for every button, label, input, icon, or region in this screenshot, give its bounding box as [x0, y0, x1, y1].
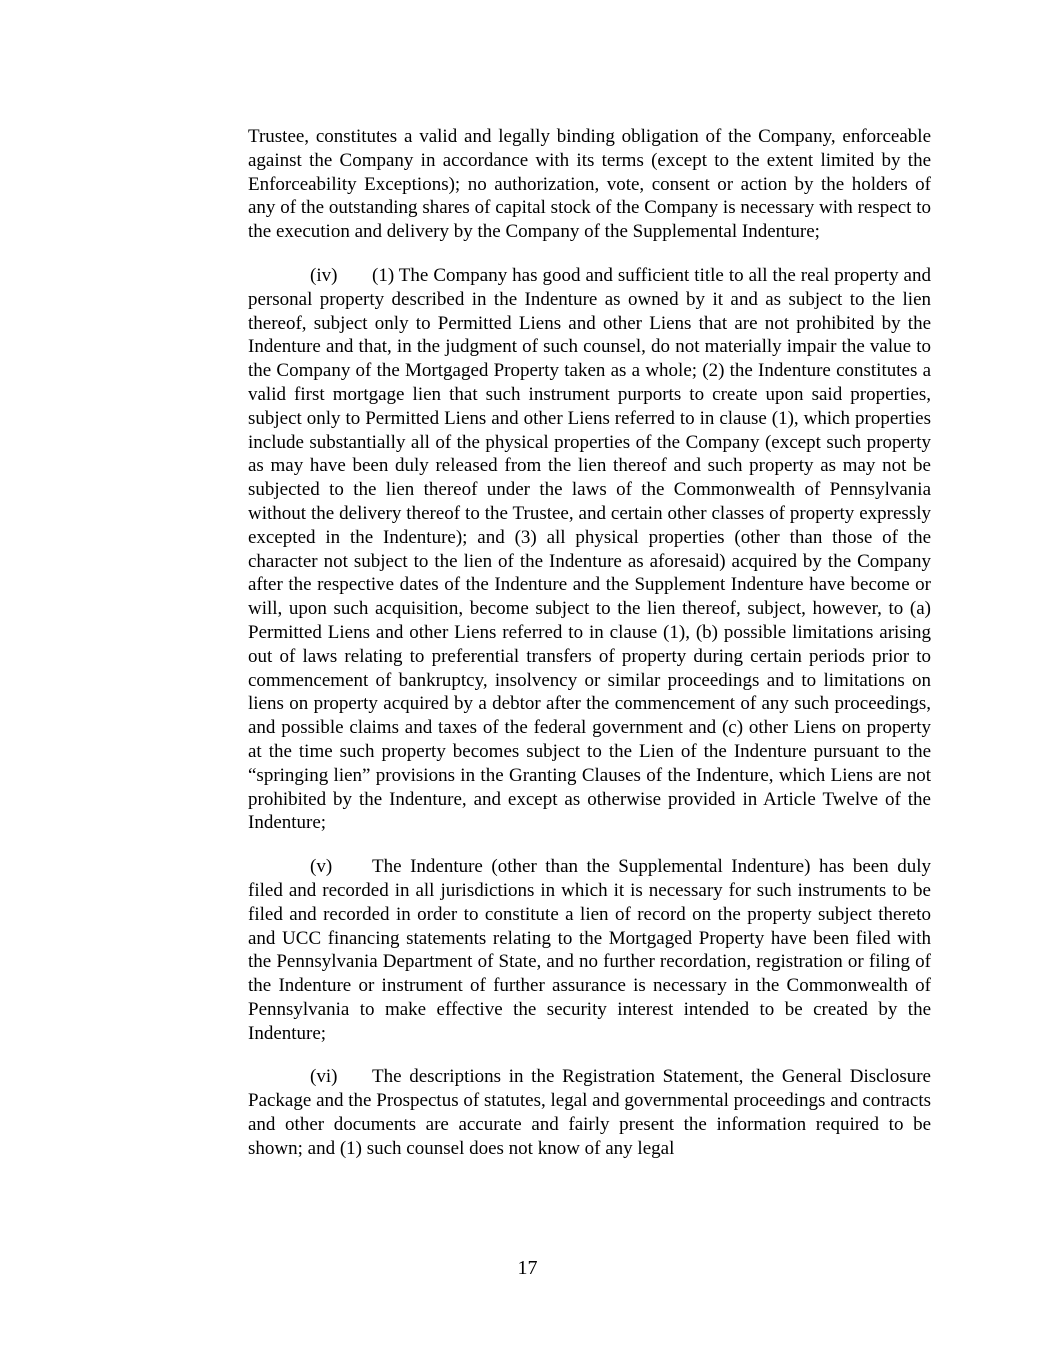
- clause-number: (vi): [310, 1066, 338, 1088]
- paragraph-clause-vi: [248, 1065, 931, 1160]
- paragraph-clause-v: [248, 855, 931, 1045]
- paragraph-text: The descriptions in the Registration Statement, the General Disclosure Package and the Prospectus of statutes, legal and governmental proceedings and contracts and other documents are accurate and fairly present the information required to be shown; and (1) such counsel does not know of any legal: [248, 1066, 931, 1159]
- paragraph-text: Trustee, constitutes a valid and legally binding obligation of the Company, enforceable against the Company in accordance with its terms (except to the extent limited by the Enforceability Exceptions); no authorization, vote, consent or action by the holders of any of the outstanding shares of capital stock of the Company is necessary with respect to the execution and delivery by the Company of the Supplemental Indenture;: [248, 126, 931, 243]
- paragraph-clause-iv: [248, 264, 931, 835]
- clause-number: (iv): [310, 264, 338, 286]
- document-body: [248, 125, 931, 1161]
- paragraph-text: (1) The Company has good and sufficient title to all the real property and personal property described in the Indenture as owned by it and as subject to the lien thereof, subject only to Permitted Liens and other Liens that are not prohibited by the Indenture and that, in the judgment of such counsel, do not materially impair the value to the Company of the Mortgaged Property taken as a whole; (2) the Indenture constitutes a valid first mortgage lien that such instrument purports to create upon said properties, subject only to Permitted Liens and other Liens referred to in clause (1), which properties include substantially all of the physical properties of the Company (except such property as may have been duly released from the lien thereof and such property as may not be subjected to the lien thereof under the laws of the Commonwealth of Pennsylvania without the delivery thereof to the Trustee, and certain other classes of property expressly excepted in the Indenture); and (3) all physical properties (other than those of the character not subject to the lien of the Indenture as aforesaid) acquired by the Company after the respective dates of the Indenture and the Supplement Indenture have become or will, upon such acquisition, become subject to the lien thereof, subject, however, to (a) Permitted Liens and other Liens referred to in clause (1), (b) possible limitations arising out of laws relating to preferential transfers of property during certain periods prior to commencement of bankruptcy, insolvency or similar proceedings and to limitations on liens on property acquired by a debtor after the commencement of any such proceedings, and possible claims and taxes of the federal government and (c) other Liens on property at the time such property becomes subject to the Lien of the Indenture pursuant to the “springing lien” provisions in the Granting Clauses of the Indenture, which Liens are not prohibited by the Indenture, and except as otherwise provided in Article Twelve of the Indenture;: [248, 264, 931, 834]
- paragraph-continuation: [248, 125, 931, 244]
- page-number: 17: [517, 1257, 538, 1279]
- clause-number: (v): [310, 856, 333, 878]
- paragraph-text: The Indenture (other than the Supplemental Indenture) has been duly filed and recorded in all jurisdictions in which it is necessary for such instruments to be filed and recorded in order to constitute a lien of record on the property subject thereto and UCC financing statements relating to the Mortgaged Property have been filed with the Pennsylvania Department of State, and no further recordation, registration or filing of the Indenture or instrument of further assurance is necessary in the Commonwealth of Pennsylvania to make effective the security interest intended to be created by the Indenture;: [248, 856, 931, 1044]
